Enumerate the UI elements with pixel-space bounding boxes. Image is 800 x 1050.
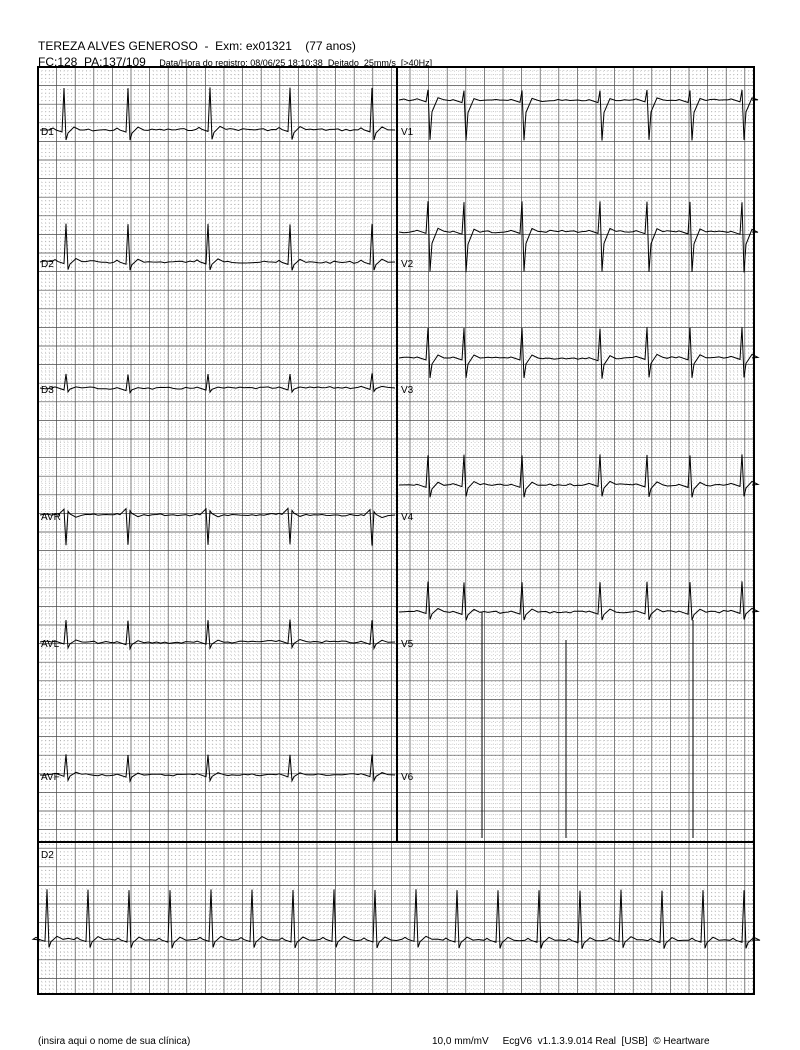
gain-setting: 10,0 mm/mV: [432, 1036, 489, 1047]
lead-label-v6: V6: [401, 772, 414, 783]
ecg-trace-avl: [40, 620, 395, 649]
lead-label-v5: V5: [401, 639, 414, 650]
blood-pressure: PA:137/109: [84, 55, 146, 69]
exam-id: Exm: ex01321: [215, 39, 292, 53]
clinic-name-placeholder: (insira aqui o nome de sua clínica): [38, 1036, 191, 1047]
lead-label-avf: AVF: [41, 772, 60, 783]
patient-name: TEREZA ALVES GENEROSO: [38, 39, 198, 53]
lead-label-v3: V3: [401, 385, 414, 396]
lead-label-avl: AVL: [41, 639, 60, 650]
lead-label-v2: V2: [401, 259, 414, 270]
ecg-trace-avf: [40, 754, 395, 781]
device-info: [432, 1036, 710, 1047]
heart-rate: FC:128: [38, 55, 78, 69]
lead-label-d2: D2: [41, 259, 54, 270]
patient-age: (77 anos): [305, 39, 356, 53]
patient-header: TEREZA ALVES GENEROSO - Exm: ex01321 (77 anos): [38, 39, 356, 53]
lead-label-rhythm-d2: D2: [41, 850, 54, 861]
software-version: EcgV6 v1.1.3.9.014 Real [USB] © Heartware: [502, 1036, 710, 1047]
lead-label-d1: D1: [41, 127, 54, 138]
ecg-lead-labels: [41, 127, 414, 861]
lead-label-d3: D3: [41, 385, 54, 396]
lead-label-v1: V1: [401, 127, 414, 138]
ecg-trace-d1: [40, 87, 395, 140]
lead-label-avr: AVR: [41, 512, 61, 523]
recording-info: Data/Hora do registro: 08/06/25 18:10:38 Deitado 25mm/s [>40Hz]: [159, 58, 433, 68]
ecg-trace-v5: [399, 581, 758, 620]
ecg-trace-avr: [40, 508, 395, 545]
lead-label-v4: V4: [401, 512, 414, 523]
